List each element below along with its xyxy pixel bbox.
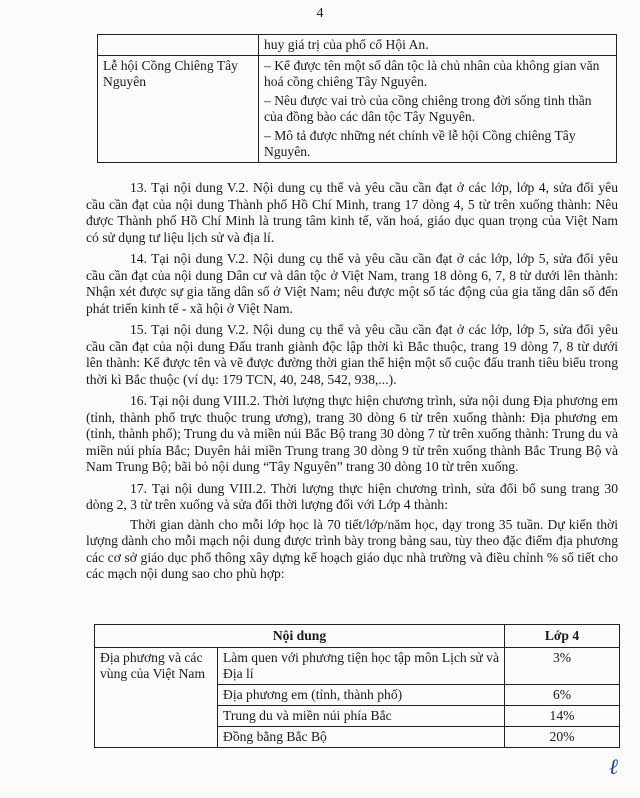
time-allocation-table bbox=[94, 624, 620, 748]
row-percent: 20% bbox=[505, 727, 620, 748]
signature-mark: ℓ bbox=[608, 754, 618, 779]
paragraph-13: 13. Tại nội dung V.2. Nội dung cụ thể và yêu cầu cần đạt ở các lớp, lớp 4, sửa đổi yêu cầu cần đạt của nội dung Thành phố Hồ Chí Minh, trang 17 dòng 4, 5 từ trên xuống thành: Nêu được Thành phố Hồ Chí Minh là trung tâm kinh tế, văn hoá, giáo dục quan trọng của Việt Nam có sử dụng tư liệu lịch sử và địa lí. bbox=[86, 180, 618, 245]
header-content: Nội dung bbox=[95, 625, 505, 648]
row-content: Đồng bằng Bắc Bộ bbox=[218, 727, 505, 748]
table-header-row bbox=[95, 625, 620, 648]
table-row bbox=[98, 56, 617, 163]
row-content: Trung du và miền núi phía Bắc bbox=[218, 706, 505, 727]
document-body bbox=[86, 180, 618, 588]
requirement-item: – Nêu được vai trò của cồng chiêng trong đời sống tinh thần của đồng bào các dân tộc Tây Nguyên. bbox=[264, 93, 592, 124]
requirement-item: – Mô tả được những nét chính về lễ hội Cồng chiêng Tây Nguyên. bbox=[264, 128, 576, 159]
paragraph-15: 15. Tại nội dung V.2. Nội dung cụ thể và yêu cầu cần đạt ở các lớp, lớp 5, sửa đổi yêu cầu cần đạt của nội dung Đấu tranh giành độc lập thời kì Bắc thuộc, trang 19 dòng 7, 8 từ dưới lên thành: Kể được tên và vẽ được đường thời gian thể hiện một số cuộc đấu tranh tiêu biểu trong thời kì Bắc thuộc (ví dụ: 179 TCN, 40, 248, 542, 938,...). bbox=[86, 322, 618, 387]
row-content: Địa phương em (tỉnh, thành phố) bbox=[218, 685, 505, 706]
table-cell-continuation: huy giá trị của phố cổ Hội An. bbox=[259, 35, 617, 56]
requirements-table bbox=[97, 34, 617, 163]
row-percent: 6% bbox=[505, 685, 620, 706]
paragraph-14: 14. Tại nội dung V.2. Nội dung cụ thể và yêu cầu cần đạt ở các lớp, lớp 5, sửa đổi yêu cầu cần đạt của nội dung Dân cư và dân tộc ở Việt Nam, trang 18 dòng 6, 7, 8 từ dưới lên thành: Nhận xét được sự gia tăng dân số ở Việt Nam; nêu được một số tác động của gia tăng dân số đến phát triển kinh tế - xã hội ở Việt Nam. bbox=[86, 251, 618, 316]
paragraph-time-allocation: Thời gian dành cho mỗi lớp học là 70 tiết/lớp/năm học, dạy trong 35 tuần. Dự kiến thời lượng dành cho mỗi mạch nội dung được trình bày trong bảng sau, tùy theo đặc điểm địa phương các cơ sở giáo dục phổ thông xây dựng kế hoạch giáo dục nhà trường và điều chỉnh % số tiết cho các mạch nội dung sao cho phù hợp: bbox=[86, 516, 618, 581]
page-number: 4 bbox=[316, 6, 324, 21]
row-percent: 3% bbox=[505, 648, 620, 685]
header-grade-4: Lớp 4 bbox=[505, 625, 620, 648]
table-row bbox=[95, 648, 620, 685]
table-row bbox=[98, 35, 617, 56]
festival-label: Lễ hội Cồng Chiêng Tây Nguyên bbox=[98, 56, 259, 163]
table-cell-empty bbox=[98, 35, 259, 56]
group-label: Địa phương và các vùng của Việt Nam bbox=[95, 648, 218, 748]
paragraph-17: 17. Tại nội dung VIII.2. Thời lượng thực hiện chương trình, sửa đổi bổ sung trang 30 dòng 2, 3 từ trên xuống và sửa đổi thời lượng đối với Lớp 4 thành: bbox=[86, 480, 618, 512]
paragraph-16: 16. Tại nội dung VIII.2. Thời lượng thực hiện chương trình, sửa nội dung Địa phương em (tỉnh, thành phố trực thuộc trung ương), trang 30 dòng 6 từ trên xuống thành: Địa phương em (tỉnh, thành phố); Trung du và miền núi Bắc Bộ trang 30 dòng 7 từ trên xuống thành: Trung du và miền núi phía Bắc; Duyên hải miền Trung trang 30 dòng 9 từ trên xuống thành Bắc Trung Bộ và Nam Trung Bộ; bãi bỏ nội dung “Tây Nguyên” trang 30 dòng 10 từ trên xuống. bbox=[86, 393, 618, 474]
row-content: Làm quen với phương tiện học tập môn Lịch sử và Địa lí bbox=[218, 648, 505, 685]
requirements-cell bbox=[259, 56, 617, 163]
row-percent: 14% bbox=[505, 706, 620, 727]
requirement-item: – Kể được tên một số dân tộc là chủ nhân của không gian văn hoá cồng chiêng Tây Nguyên. bbox=[264, 58, 600, 89]
